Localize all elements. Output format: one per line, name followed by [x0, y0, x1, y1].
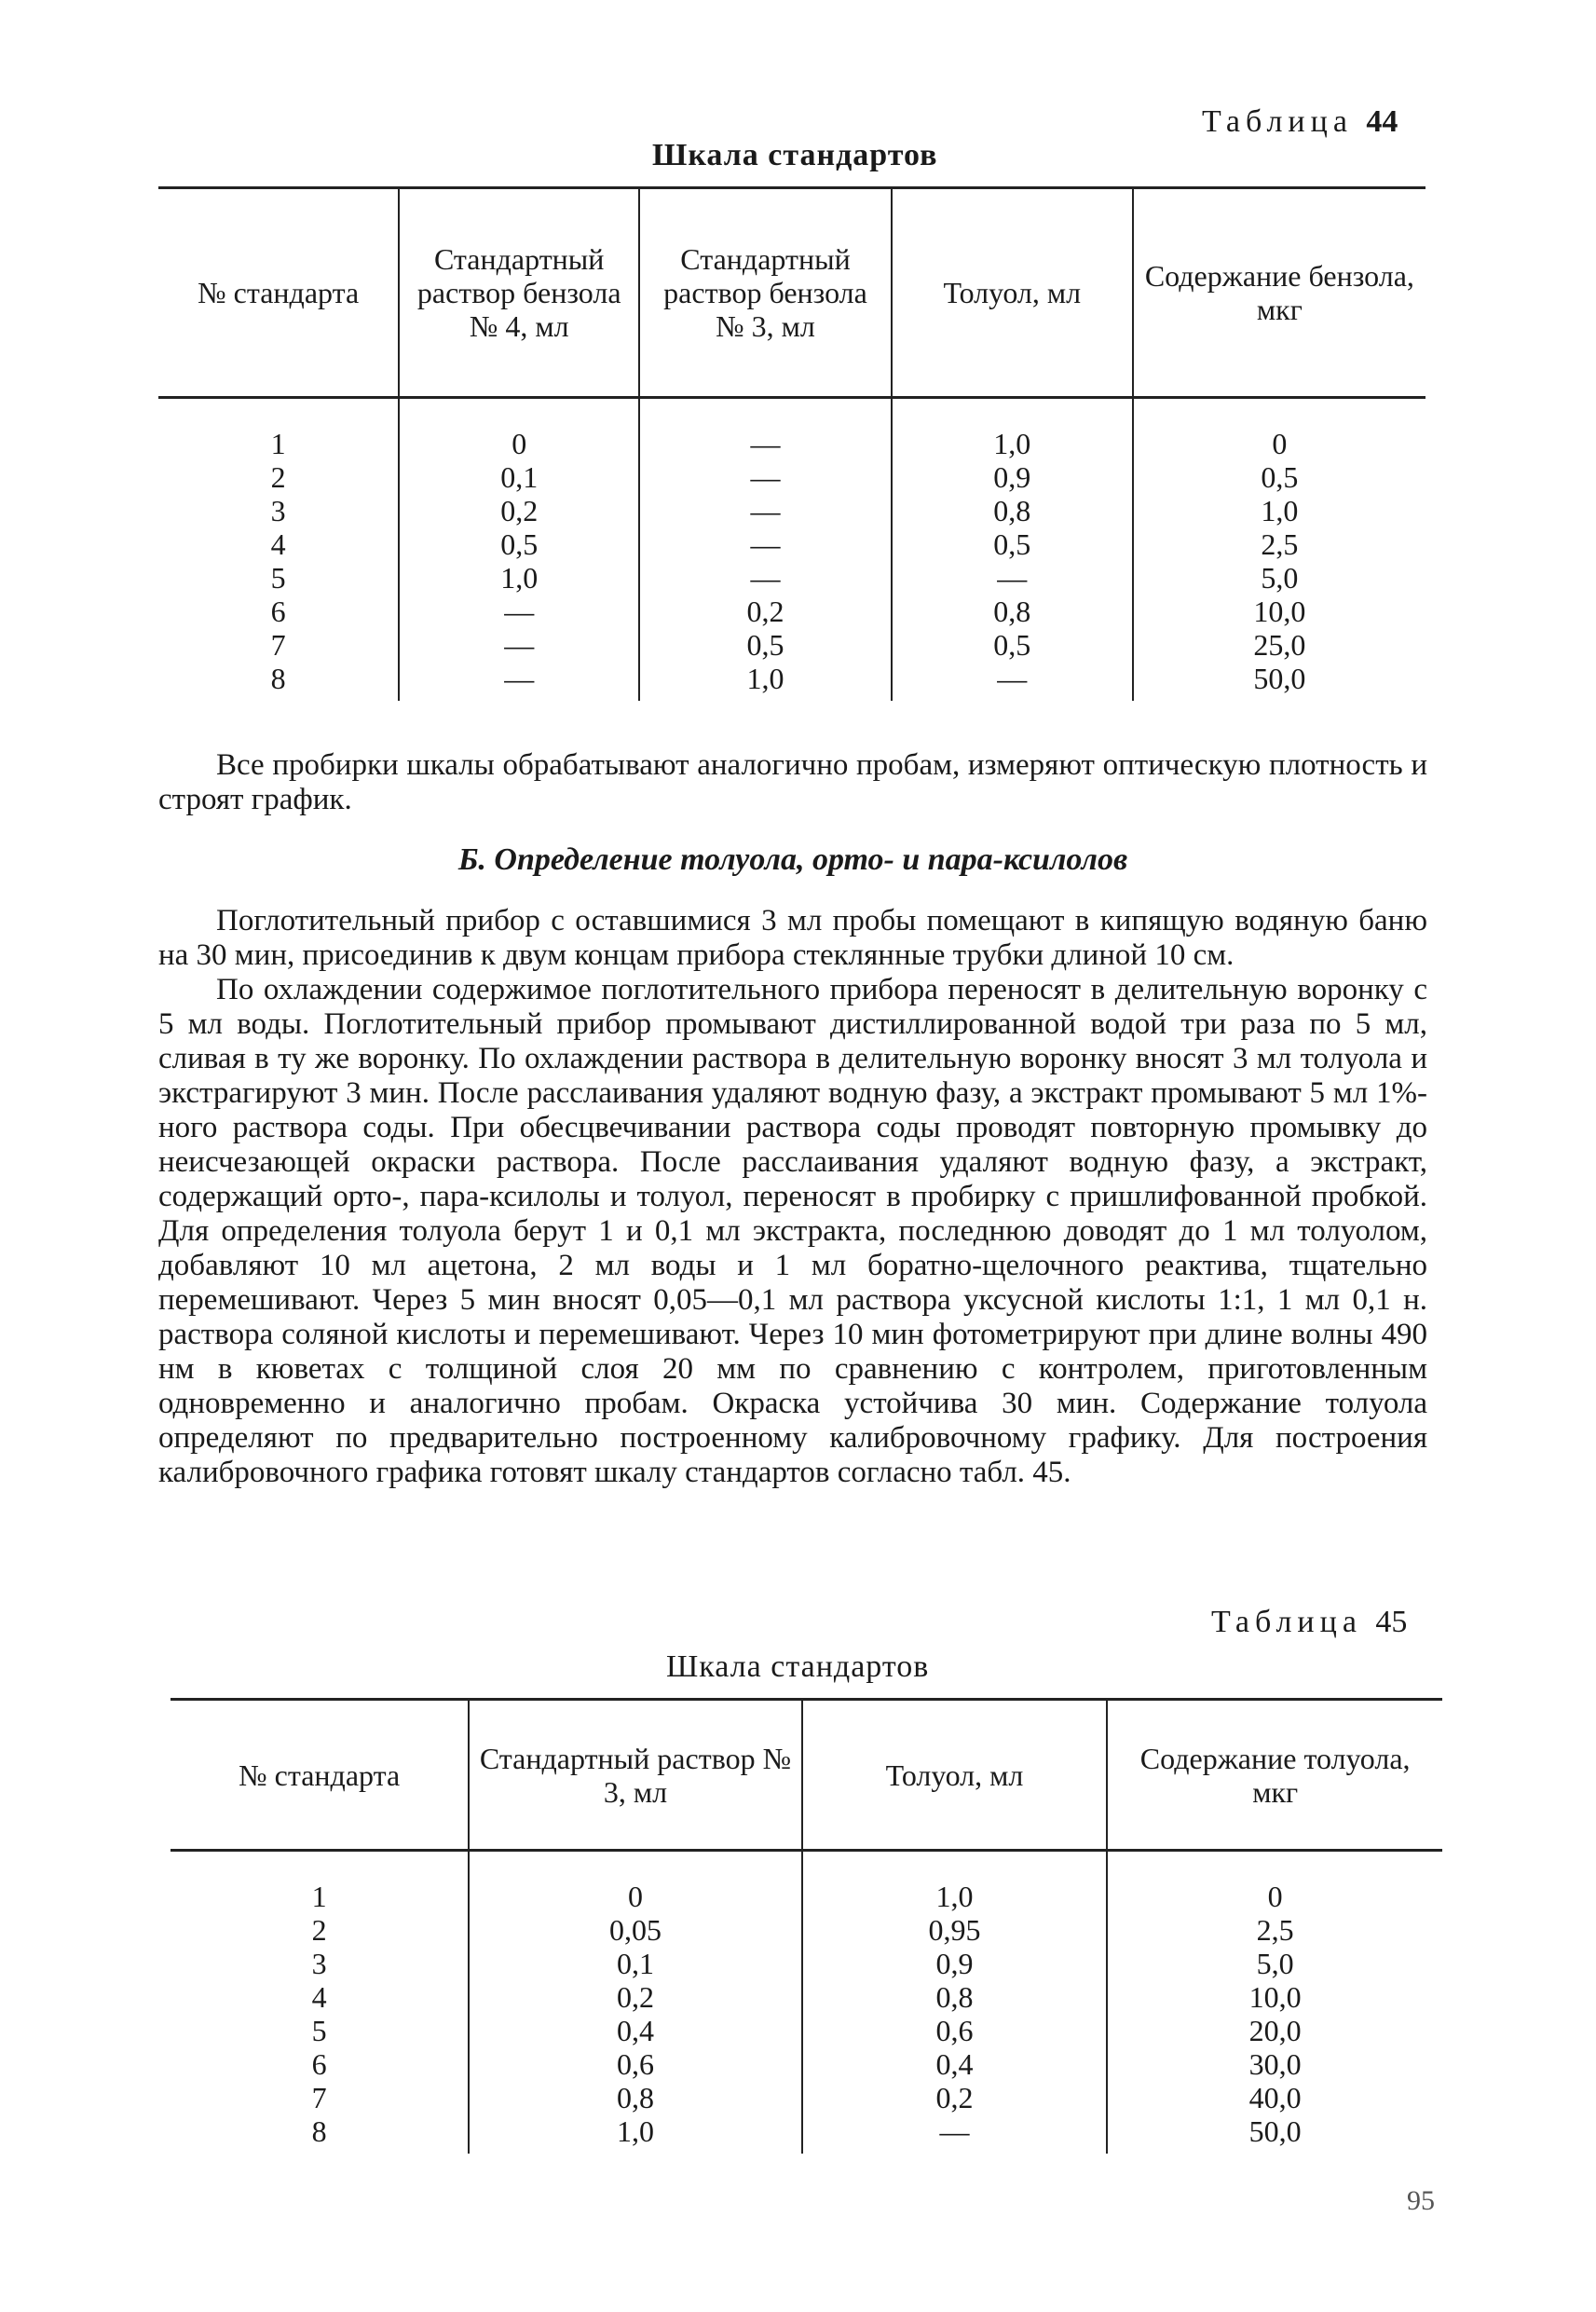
table-cell: 0,4: [469, 2014, 801, 2047]
table-row: [171, 1980, 1442, 2014]
table-cell: 0: [399, 398, 639, 461]
table-44-caption-word: Таблица: [1202, 104, 1353, 139]
table-cell: —: [802, 2114, 1108, 2154]
table-row: [158, 494, 1425, 527]
table-44-header-cell: Стандартный раствор бензола № 3, мл: [639, 188, 892, 398]
table-45-header-cell: Содержание толуола, мкг: [1107, 1700, 1442, 1851]
table-cell: 0,95: [802, 1913, 1108, 1947]
table-cell: 10,0: [1107, 1980, 1442, 2014]
table-cell: 5: [311, 2014, 327, 2047]
table-cell: 0,5: [399, 527, 639, 561]
table-row: [158, 398, 1425, 461]
table-cell: 0,9: [892, 460, 1133, 494]
table-cell: 7: [311, 2081, 327, 2114]
table-cell: 5: [270, 561, 286, 595]
table-row: [171, 1851, 1442, 1914]
table-row: [158, 460, 1425, 494]
table-row: [171, 2047, 1442, 2081]
table-cell: 0,5: [892, 527, 1133, 561]
table-cell: 1,0: [1133, 494, 1425, 527]
body-text-2: [158, 904, 1427, 1490]
table-44-caption: [1202, 104, 1398, 140]
table-row: [158, 561, 1425, 595]
table-cell: —: [892, 662, 1133, 701]
table-cell: 8: [311, 2114, 327, 2148]
table-cell: 1: [311, 1880, 327, 1913]
table-cell: —: [399, 662, 639, 701]
table-44-header-cell: № стандарта: [198, 276, 360, 309]
table-cell: 3: [311, 1947, 327, 1980]
paragraph-2: Поглотительный прибор с оставшимися 3 мл пробы помещают в кипящую водяную баню на 30 мин, присоединив к двум концам прибора стеклянные трубки длиной 10 см.: [158, 904, 1427, 972]
table-cell: 30,0: [1107, 2047, 1442, 2081]
table-row: [171, 2081, 1442, 2114]
table-row: [158, 527, 1425, 561]
table-cell: —: [639, 494, 892, 527]
table-row: [158, 662, 1425, 701]
table-cell: 5,0: [1107, 1947, 1442, 1980]
table-cell: 2: [311, 1913, 327, 1947]
table-cell: 5,0: [1133, 561, 1425, 595]
table-cell: —: [399, 628, 639, 662]
table-44-title: Шкала стандартов: [652, 138, 938, 172]
table-cell: —: [892, 561, 1133, 595]
table-44-caption-number: 44: [1366, 104, 1398, 139]
table-45: [171, 1698, 1442, 2154]
table-cell: 50,0: [1133, 662, 1425, 701]
table-cell: 0,8: [802, 1980, 1108, 2014]
table-cell: 0,5: [639, 628, 892, 662]
table-row: [171, 2114, 1442, 2154]
table-45-header-cell: Стандартный раствор № 3, мл: [469, 1700, 801, 1851]
table-45-header-cell: № стандарта: [239, 1758, 401, 1792]
table-44-header-cell: Толуол, мл: [892, 188, 1133, 398]
table-cell: —: [639, 527, 892, 561]
table-45-title: Шкала стандартов: [666, 1649, 930, 1684]
table-45-header-row: [171, 1700, 1442, 1851]
table-row: [171, 1947, 1442, 1980]
table-cell: 0,8: [469, 2081, 801, 2114]
table-cell: 0,5: [892, 628, 1133, 662]
table-45-caption-number: 45: [1375, 1605, 1408, 1639]
table-row: [158, 595, 1425, 628]
table-cell: 0,05: [469, 1913, 801, 1947]
table-45-caption: [1211, 1605, 1407, 1640]
body-text: [158, 748, 1427, 817]
table-cell: 0: [1107, 1851, 1442, 1914]
table-cell: 1,0: [399, 561, 639, 595]
table-cell: 0,6: [469, 2047, 801, 2081]
table-row: [171, 1913, 1442, 1947]
table-44-header-row: [158, 188, 1425, 398]
paragraph-3: По охлаждении содержимое поглотительного прибора переносят в делительную воронку с 5 мл воды. Поглотительный прибор промывают дистиллированной водой три раза по 5 мл, сливая в ту же воронку. По охлаждении раствора в делительную воронку вносят 3 мл толуола и экстрагируют 3 мин. После расслаивания удаляют водную фазу, а экстракт промывают 5 мл 1%-ного раствора соды. При обесцвечивании раствора соды проводят повторную промывку до неисчезающей окраски раствора. После расслаивания удаляют водную фазу, а экстракт, содержащий орто-, пара-ксилолы и толуол, переносят в пробирку с пришлифованной пробкой. Для определения толуола берут 1 и 0,1 мл экстракта, последнюю доводят до 1 мл толуолом, добавляют 10 мл ацетона, 2 мл воды и 1 мл боратно-щелочного реактива, тщательно перемешивают. Через 5 мин вносят 0,05—0,1 мл раствора уксусной кислоты 1:1, 1 мл 0,1 н. раствора соляной кислоты и перемешивают. Через 10 мин фотометрируют при длине волны 490 нм в кюветах с толщиной слоя 20 мм по сравнению с контролем, приготовленным одновременно и аналогично пробам. Окраска устойчива 30 мин. Содержание толуола определяют по предварительно построенному калибровочному графику. Для построения калибровочного графика готовят шкалу стандартов согласно табл. 45.: [158, 973, 1427, 1489]
table-cell: 2,5: [1133, 527, 1425, 561]
table-cell: 1: [270, 427, 286, 460]
table-cell: 2: [270, 460, 286, 494]
table-cell: 0,5: [1133, 460, 1425, 494]
table-45-caption-word: Таблица: [1211, 1605, 1362, 1639]
table-cell: 7: [270, 628, 286, 662]
table-cell: 4: [311, 1980, 327, 2014]
table-cell: 0,1: [399, 460, 639, 494]
table-cell: 0,2: [802, 2081, 1108, 2114]
table-cell: 6: [270, 595, 286, 628]
table-cell: —: [399, 595, 639, 628]
table-cell: —: [639, 561, 892, 595]
table-44-header-cell: Стандартный раствор бензола № 4, мл: [399, 188, 639, 398]
table-cell: 10,0: [1133, 595, 1425, 628]
paragraph-1: Все пробирки шкалы обрабатывают аналогично пробам, измеряют оптическую плотность и строят график.: [158, 748, 1427, 816]
table-cell: 0,4: [802, 2047, 1108, 2081]
table-cell: 0,9: [802, 1947, 1108, 1980]
section-heading: Б. Определение толуола, орто- и пара-ксилолов: [457, 842, 1128, 877]
table-cell: 1,0: [469, 2114, 801, 2154]
table-44: [158, 186, 1425, 701]
table-cell: 4: [270, 527, 286, 561]
table-cell: 3: [270, 494, 286, 527]
table-cell: 0,6: [802, 2014, 1108, 2047]
table-row: [171, 2014, 1442, 2047]
table-cell: 25,0: [1133, 628, 1425, 662]
table-cell: 1,0: [639, 662, 892, 701]
table-cell: 1,0: [802, 1851, 1108, 1914]
table-row: [158, 628, 1425, 662]
table-cell: 0,1: [469, 1947, 801, 1980]
table-cell: 0,2: [469, 1980, 801, 2014]
table-cell: 0,8: [892, 595, 1133, 628]
table-44-header-cell: Содержание бензола, мкг: [1133, 188, 1425, 398]
table-cell: 0,2: [639, 595, 892, 628]
table-cell: 0,8: [892, 494, 1133, 527]
table-cell: —: [639, 398, 892, 461]
table-cell: 2,5: [1107, 1913, 1442, 1947]
table-cell: 0: [1133, 398, 1425, 461]
table-cell: 8: [270, 662, 286, 695]
page-number: 95: [1407, 2185, 1435, 2216]
table-cell: 1,0: [892, 398, 1133, 461]
table-cell: 40,0: [1107, 2081, 1442, 2114]
table-cell: 0,2: [399, 494, 639, 527]
table-cell: 50,0: [1107, 2114, 1442, 2154]
table-cell: 6: [311, 2047, 327, 2081]
table-cell: 20,0: [1107, 2014, 1442, 2047]
table-cell: —: [639, 460, 892, 494]
table-cell: 0: [469, 1851, 801, 1914]
table-45-header-cell: Толуол, мл: [802, 1700, 1108, 1851]
